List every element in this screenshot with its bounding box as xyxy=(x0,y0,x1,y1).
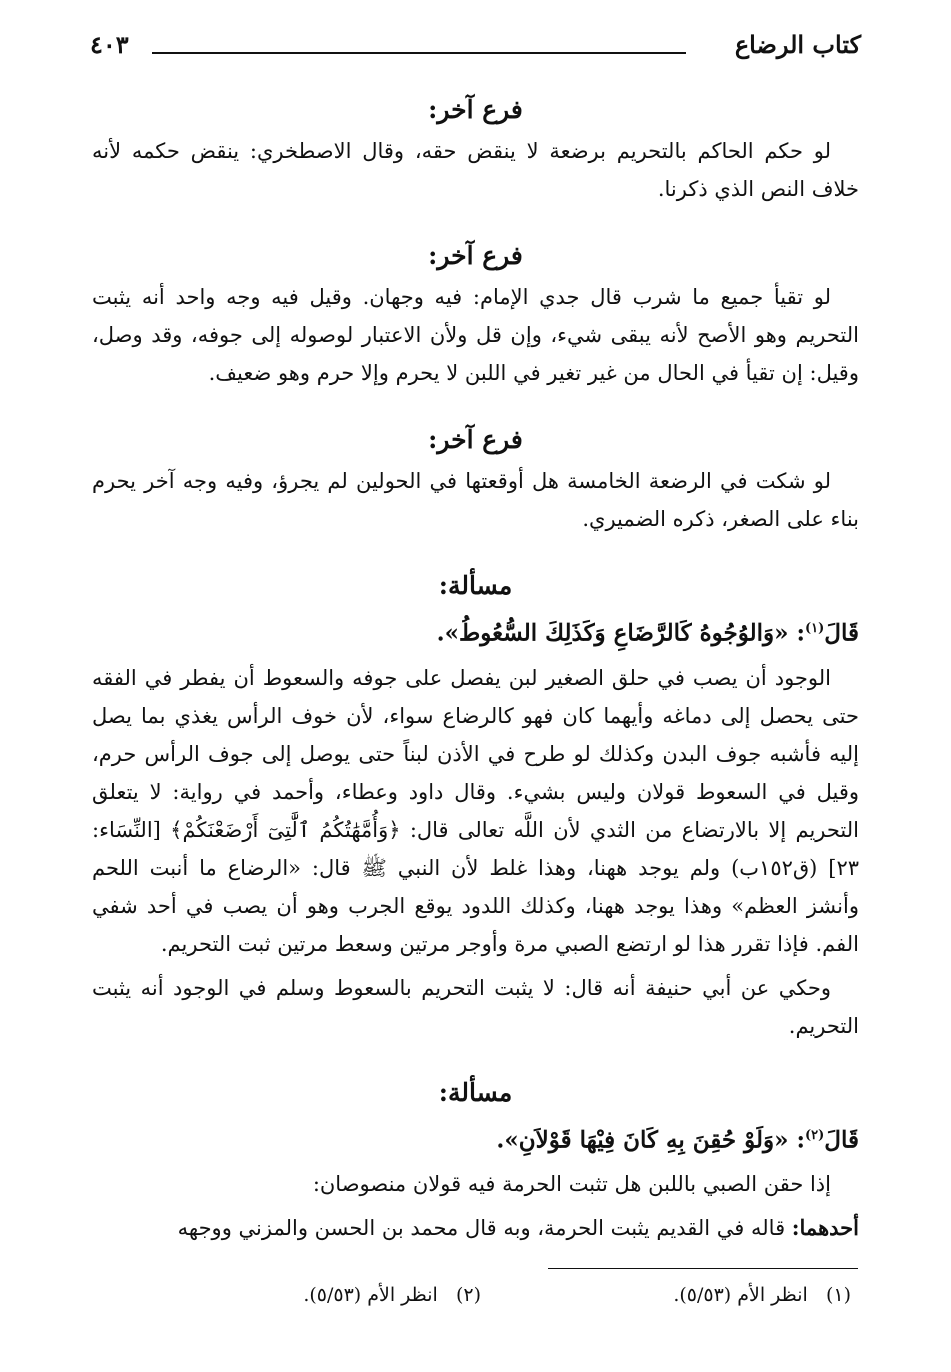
paragraph: وحكي عن أبي حنيفة أنه قال: لا يثبت التحريم بالسعوط وسلم في الوجود أنه يثبت التحريم. xyxy=(92,975,859,1038)
qal-word: قَالَ xyxy=(824,619,859,647)
header-rule xyxy=(152,52,686,54)
section-heading: فرع آخر: xyxy=(428,95,523,124)
masala-heading: مسألة: xyxy=(438,1077,513,1107)
paragraph: الوجود أن يصب في حلق الصغير لبن يفصل على جوفه والسعوط أن يفطر في الفقه حتى يحصل إلى دماغه وأيهما كان فهو كالرضاع سواء، لأن خوف الرأس يغذي بما يصل إليه فأشبه جوف البدن وكذلك لو طرح في الأذن لبناً حتى يوصل إلى جوف الرأس حرم، وقيل في السعوط قولان وليس بشيء. وقال داود وعطاء، وأحمد في رواية: لا يتعلق التحريم إلا بالارتضاع من الثدي لأن اللَّه تعالى قال: ﴿وَأُمَّهَٰتُكُمُ ٱلَّٰتِىٓ أَرْضَعْنَكُمْ﴾ [النِّسَاء: ٢٣] (ق١٥٢ب) ولم يوجد ههنا، وهذا غلط لأن النبي ﷺ قال: «الرضاع ما أنبت اللحم وأنشز العظم» وهذا يوجد ههنا، وكذلك اللدود يوقع الجرب وهو أن يصب في أحد شفي الفم. فإذا تقرر هذا لو ارتضع الصبي مرة وأوجر مرتين وسعط مرتين ثبت التحريم. xyxy=(92,665,859,956)
paragraph: لو تقيأ جميع ما شرب قال جدي الإمام: فيه وجهان. وقيل فيه وجه واحد أنه يثبت التحريم وهو الأصح لأنه يبقى شيء، وإن قل ولأن الاعتبار لوصوله إلى جوفه، وقد وصل، وقيل: إن تقيأ في الحال من غير تغير في اللبن لا يحرم وإلا حرم وهو ضعيف. xyxy=(92,285,859,385)
chapter-title: كتاب الرضاع xyxy=(734,30,861,59)
footnote-rule xyxy=(548,1268,858,1269)
footnote-number: (٢) xyxy=(455,1284,481,1306)
matn-quote xyxy=(92,608,859,655)
paragraph-text: قاله في القديم يثبت الحرمة، وبه قال محمد بن الحسن والمزني ووجهه xyxy=(177,1216,792,1241)
footnote-2 xyxy=(303,1280,481,1310)
section-heading: فرع آخر: xyxy=(428,425,523,454)
footnote-text: انظر الأم (٥/٥٣). xyxy=(303,1284,438,1306)
page-number: ٤٠٣ xyxy=(90,30,129,59)
paragraph: إذا حقن الصبي باللبن هل تثبت الحرمة فيه قولان منصوصان: xyxy=(312,1172,831,1197)
page-body xyxy=(92,82,859,1253)
footnote-marker[interactable]: (٢) xyxy=(804,1127,825,1143)
quote-text: : «وَالوُجُوهُ كَالرَّضَاعِ وَكَذَلِكَ السُّعُوطُ». xyxy=(436,619,805,647)
running-header xyxy=(90,30,861,64)
paragraph xyxy=(92,1209,859,1247)
footnote-number: (١) xyxy=(825,1284,851,1306)
footnote-marker[interactable]: (١) xyxy=(804,621,825,636)
masala-heading: مسألة: xyxy=(438,571,513,600)
matn-quote xyxy=(92,1115,859,1162)
footnote-1 xyxy=(673,1280,851,1310)
qal-word: قَالَ xyxy=(824,1126,859,1154)
paragraph-lead: أحدهما: xyxy=(791,1215,859,1241)
section-heading: فرع آخر: xyxy=(428,241,523,270)
footnote-text: انظر الأم (٥/٥٣). xyxy=(673,1284,808,1306)
paragraph: لو حكم الحاكم بالتحريم برضعة لا ينقض حقه، وقال الاصطخري: ينقض حكمه لأنه خلاف النص الذي ذكرنا. xyxy=(92,139,859,201)
quote-text: : «وَلَوْ حُقِنَ بِهِ كَانَ فِيْهَا قَوْلاَنِ». xyxy=(496,1126,805,1154)
paragraph: لو شكت في الرضعة الخامسة هل أوقعتها في الحولين لم يجرؤ، وفيه وجه آخر يحرم بناء على الصغر، ذكره الضميري. xyxy=(92,469,859,531)
